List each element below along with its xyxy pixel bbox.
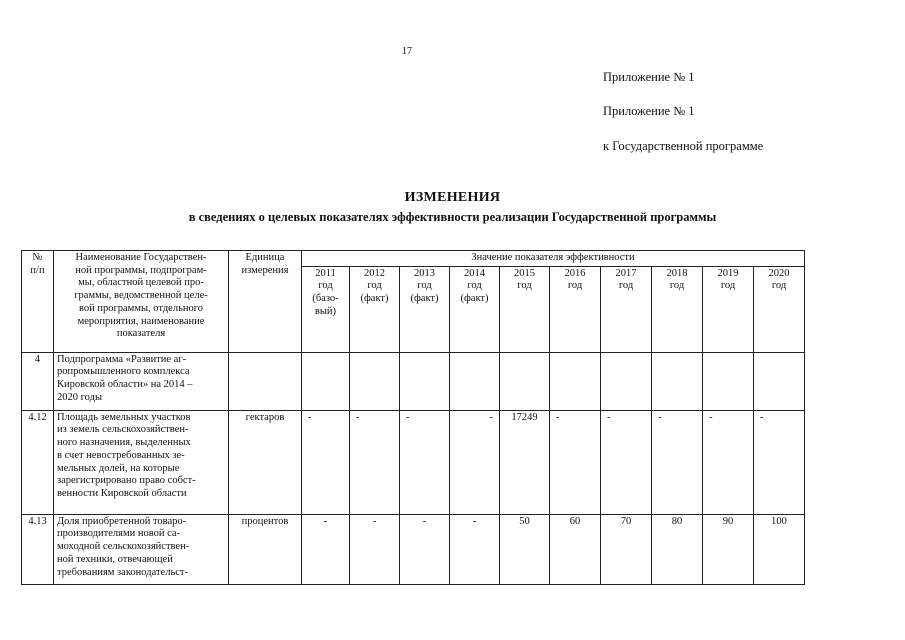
row-value: - (450, 514, 500, 584)
row-value (703, 352, 754, 410)
header-year: 2018 год (652, 266, 703, 352)
row-value (652, 352, 703, 410)
row-value: - (400, 410, 450, 514)
row-value (550, 352, 601, 410)
row-value: - (652, 410, 703, 514)
header-number: № п/п (22, 251, 54, 353)
row-value: 100 (754, 514, 805, 584)
header-year: 2015 год (500, 266, 550, 352)
row-value (400, 352, 450, 410)
header-year: 2014 год (факт) (450, 266, 500, 352)
row-value (450, 352, 500, 410)
row-name: Подпрограмма «Развитие аг- ропромышленного комплекса Кировской области» на 2014 – 2020 годы (54, 352, 229, 410)
row-value: 50 (500, 514, 550, 584)
row-name: Площадь земельных участков из земель сельскохозяйствен- ного назначения, выделенных в счет невостребованных зе- мельных долей, на которые зарегистрировано право собст- венности Кировской области (54, 410, 229, 514)
row-value: 17249 (500, 410, 550, 514)
row-unit: процентов (229, 514, 302, 584)
row-value: - (450, 410, 500, 514)
page-number: 17 (402, 46, 412, 57)
table-row (22, 410, 805, 514)
row-value: 70 (601, 514, 652, 584)
row-value: 90 (703, 514, 754, 584)
header-year: 2020 год (754, 266, 805, 352)
row-number: 4.13 (22, 514, 54, 584)
row-value: - (550, 410, 601, 514)
row-name: Доля приобретенной товаро- производителями новой са- моходной сельскохозяйствен- ной техники, отвечающей требованиям законодательст- (54, 514, 229, 584)
header-values-group: Значение показателя эффективности (302, 251, 805, 267)
row-value: - (302, 410, 350, 514)
header-unit: Единица измерения (229, 251, 302, 353)
appendix-line-3: к Государственной программе (603, 139, 764, 153)
document-subtitle: в сведениях о целевых показателях эффективности реализации Государственной программы (188, 210, 717, 224)
header-year: 2013 год (факт) (400, 266, 450, 352)
appendix-line-2: Приложение № 1 (603, 104, 695, 118)
row-value: - (350, 410, 400, 514)
header-year: 2012 год (факт) (350, 266, 400, 352)
row-value (601, 352, 652, 410)
row-value (350, 352, 400, 410)
row-value: - (350, 514, 400, 584)
row-value (500, 352, 550, 410)
header-year: 2019 год (703, 266, 754, 352)
table-row (22, 514, 805, 584)
row-value: - (754, 410, 805, 514)
row-value (302, 352, 350, 410)
row-unit (229, 352, 302, 410)
header-name: Наименование Государствен- ной программы, подпрограм- мы, областной целевой про- граммы, ведомственной целе- вой программы, отдельного мероприятия, наименование показателя (54, 251, 229, 353)
row-value: - (302, 514, 350, 584)
row-value (754, 352, 805, 410)
row-value: - (601, 410, 652, 514)
row-value: - (703, 410, 754, 514)
row-value: - (400, 514, 450, 584)
header-year: 2017 год (601, 266, 652, 352)
row-number: 4 (22, 352, 54, 410)
row-number: 4.12 (22, 410, 54, 514)
header-year: 2016 год (550, 266, 601, 352)
appendix-line-1: Приложение № 1 (603, 70, 695, 84)
header-year: 2011 год (базо- вый) (302, 266, 350, 352)
row-value: 60 (550, 514, 601, 584)
row-unit: гектаров (229, 410, 302, 514)
indicators-table (21, 250, 805, 585)
table-row (22, 352, 805, 410)
row-value: 80 (652, 514, 703, 584)
document-title: ИЗМЕНЕНИЯ (404, 190, 501, 205)
